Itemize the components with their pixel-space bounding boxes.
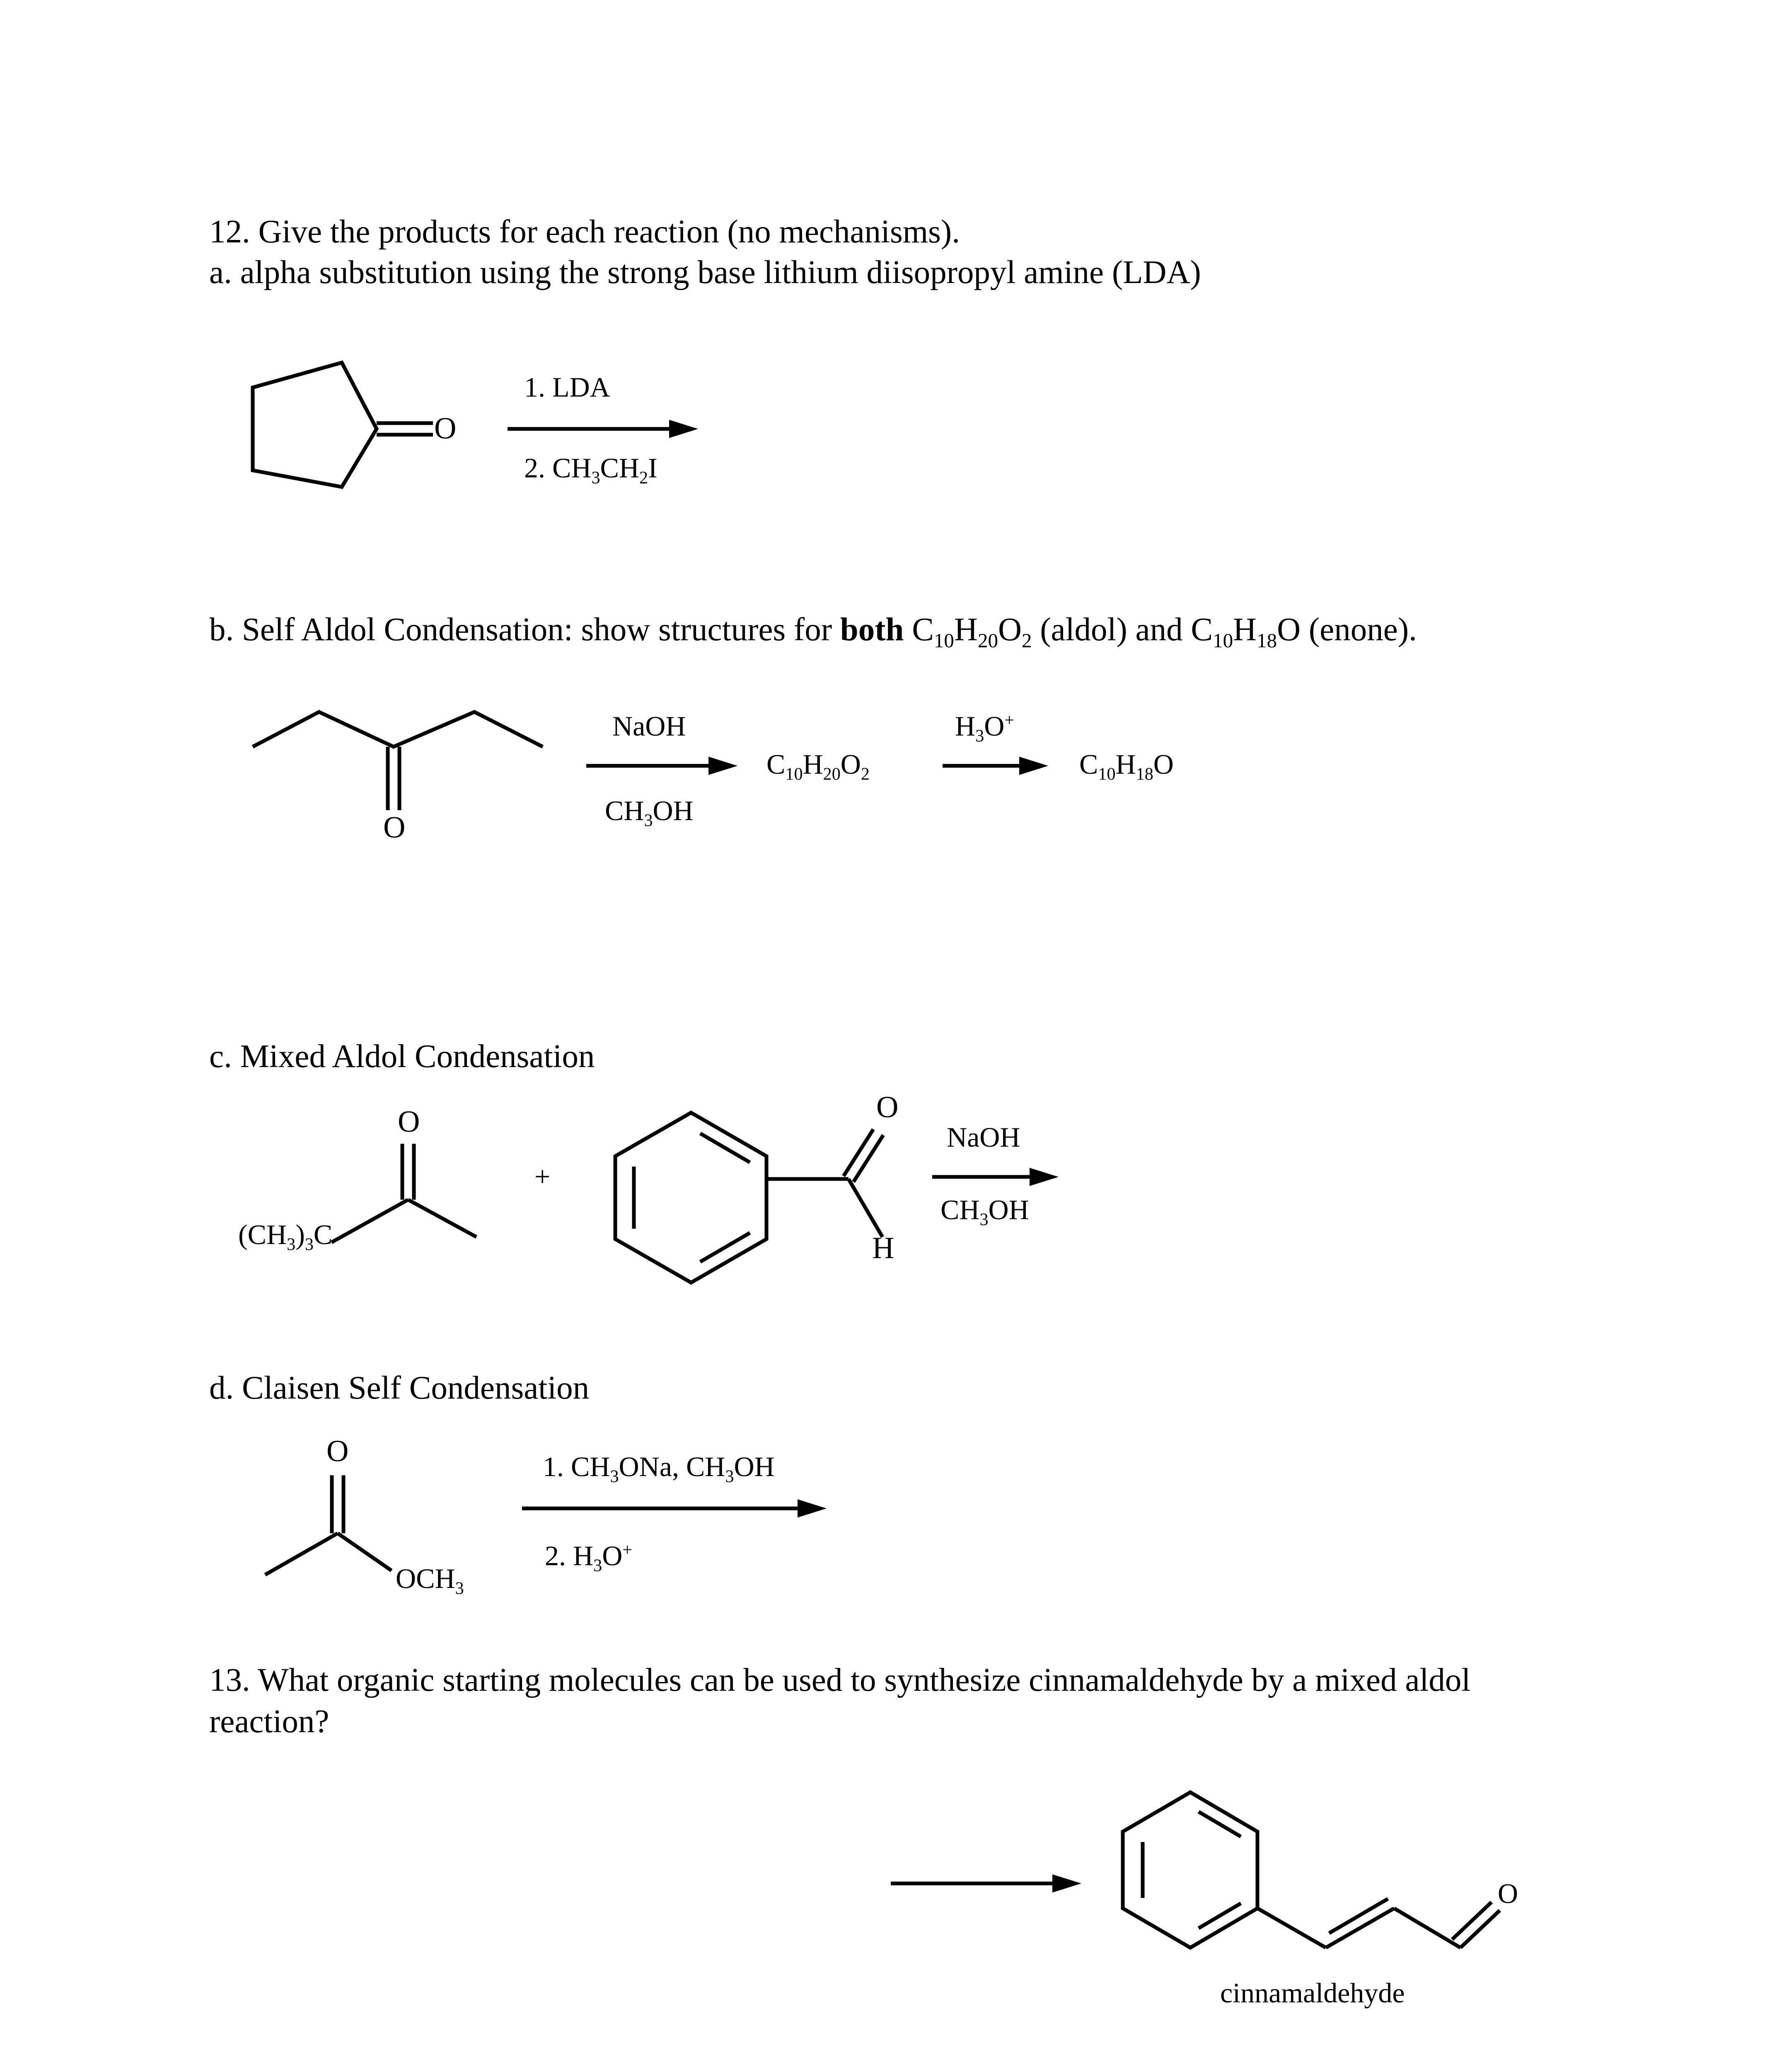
pentanone-structure: [253, 712, 543, 810]
enone-product-formula: $C_{10}H_{18}O$: [1079, 748, 1174, 784]
benzaldehyde-structure: [615, 1113, 883, 1283]
pentanone-oxygen: O: [383, 811, 406, 845]
cinnamaldehyde-label: cinnamaldehyde: [1220, 1977, 1405, 2009]
reagent-step-1-d: 1. $CH_3ONa$, $CH_3OH$: [543, 1451, 775, 1486]
reagent-methanol-c: $CH_3OH$: [940, 1194, 1029, 1230]
benzaldehyde-oxygen: O: [876, 1090, 899, 1124]
part-d-heading: d. Claisen Self Condensation: [209, 1370, 590, 1406]
cyclopentanone-oxygen: O: [434, 411, 457, 445]
cyclopentanone-structure: [253, 363, 433, 487]
reagent-acid: $H_3O^+$: [955, 710, 1015, 746]
reagent-naoh: NaOH: [612, 710, 686, 742]
aldehyde-hydrogen: H: [872, 1231, 894, 1265]
reaction-arrow-13: [891, 1874, 1081, 1893]
reaction-arrow-d: [522, 1499, 827, 1518]
reagent-step-2: 2. $CH_3CH_2I$: [524, 452, 658, 488]
reaction-arrow-a: [508, 420, 698, 438]
cinnamaldehyde-oxygen: O: [1498, 1878, 1518, 1909]
question-12-title: 12. Give the products for each reaction (no mechanisms).: [209, 214, 960, 250]
reagent-step-1: 1. LDA: [524, 371, 610, 403]
reaction-arrow-b1: [586, 757, 737, 775]
aldol-intermediate-formula: $C_{10}H_{20}O_2$: [766, 748, 870, 784]
reaction-arrow-b2: [943, 757, 1048, 775]
plus-sign: +: [534, 1161, 551, 1192]
question-13-line-2: reaction?: [209, 1704, 329, 1740]
cinnamaldehyde-structure: [1123, 1792, 1500, 1948]
reaction-arrow-c: [932, 1168, 1059, 1186]
pinacolone-structure: [331, 1144, 476, 1242]
part-c-heading: c. Mixed Aldol Condensation: [209, 1038, 595, 1075]
reagent-methanol: $CH_3OH$: [605, 795, 694, 830]
reagent-step-2-d: 2. $H_3O^+$: [545, 1540, 633, 1576]
methyl-acetate-structure: [265, 1475, 392, 1575]
part-a-heading: a. alpha substitution using the strong base lithium diisopropyl amine (LDA): [209, 254, 1201, 290]
question-13-line-1: 13. What organic starting molecules can be used to synthesize cinnamaldehyde by a mixed aldol: [209, 1662, 1471, 1698]
methyl-acetate-oxygen: O: [326, 1434, 349, 1468]
pinacolone-oxygen: O: [398, 1105, 420, 1139]
reagent-naoh-c: NaOH: [947, 1121, 1020, 1153]
part-b-heading: b. Self Aldol Condensation: show structures for both $C_{10}H_{20}O_2$ (aldol) and $C_{10}H_{18}O$ (enone).: [209, 612, 1417, 652]
tert-butyl-group: $(CH_3)_3C$: [238, 1219, 333, 1254]
methoxy-group: $OCH_3$: [396, 1563, 464, 1598]
